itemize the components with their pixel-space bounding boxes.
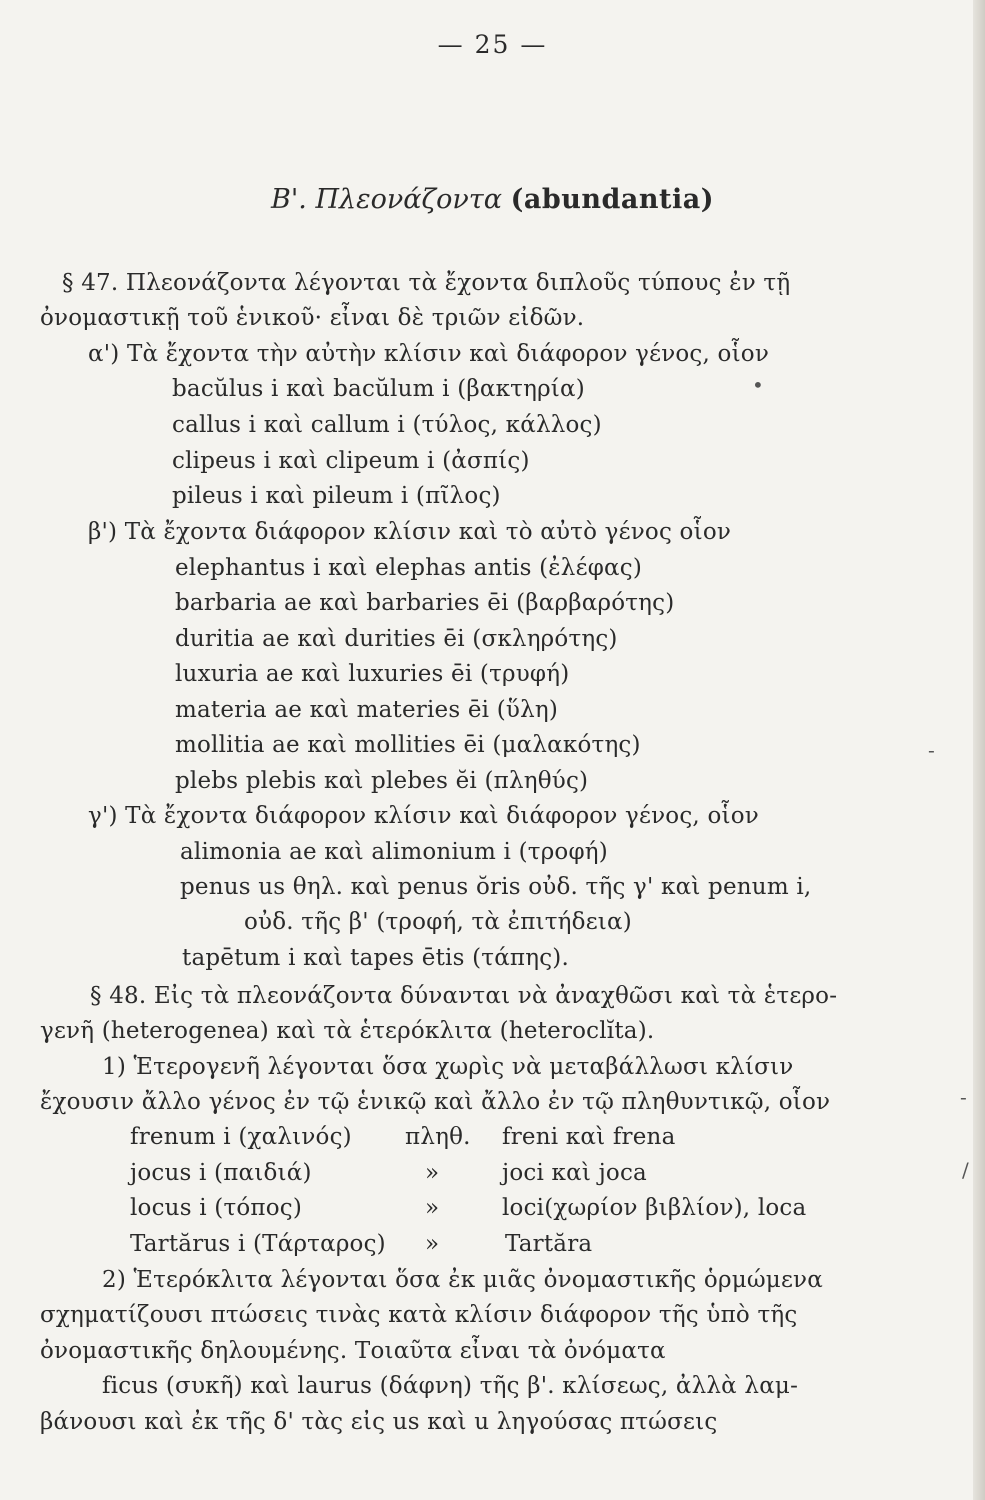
example-line: duritia ae καὶ durities ēi (σκληρότης) (175, 626, 618, 652)
heteroclita-example-line-2: βάνουσι καὶ ἐκ τῆς δ' τὰς εἰς us καὶ u ληγούσας πτώσεις (40, 1409, 718, 1435)
table-cell-plural-marker: » (425, 1195, 440, 1221)
table-cell-singular: locus i (τόπος) (130, 1195, 303, 1221)
example-line: barbaria ae καὶ barbaries ēi (βαρβαρότης) (175, 590, 675, 616)
example-line: tapētum i καὶ tapes ētis (τάπης). (182, 945, 569, 971)
paragraph-47-line-2: ὀνομαστικῇ τοῦ ἑνικοῦ· εἶναι δὲ τριῶν εἰδῶν. (40, 305, 585, 331)
heteroclita-definition-line-3: ὀνομαστικῆς δηλουμένης. Τοιαῦτα εἶναι τὰ ὀνόματα (40, 1338, 666, 1364)
example-line: penus us θηλ. καὶ penus ŏris οὐδ. τῆς γ' καὶ penum i, (180, 874, 812, 900)
heteroclita-definition-line-1: 2) Ἑτερόκλιτα λέγονται ὅσα ἐκ μιᾶς ὀνομαστικῆς ὁρμώμενα (102, 1267, 823, 1293)
example-line: clipeus i καὶ clipeum i (ἀσπίς) (172, 448, 530, 474)
example-line: callus i καὶ callum i (τύλος, κάλλος) (172, 412, 602, 438)
table-cell-plural: joci καὶ joca (502, 1160, 647, 1186)
heading-number: Β'. (271, 184, 307, 215)
subsection-alpha-heading: α') Τὰ ἔχοντα τὴν αὐτὴν κλίσιν καὶ διάφορον γένος, οἷον (88, 341, 770, 367)
page-binding-edge (973, 0, 985, 1500)
heteroclita-definition-line-2: σχηματίζουσι πτώσεις τινὰς κατὰ κλίσιν διάφορον τῆς ὑπὸ τῆς (40, 1302, 798, 1328)
heading-latin: (abundantia) (510, 184, 714, 215)
heteroclita-example-line-1: ficus (συκῆ) καὶ laurus (δάφνη) τῆς β'. κλίσεως, ἀλλὰ λαμ- (102, 1373, 799, 1399)
subsection-gamma-heading: γ') Τὰ ἔχοντα διάφορον κλίσιν καὶ διάφορον γένος, οἷον (88, 803, 759, 829)
stray-dash-mark: - (960, 1085, 967, 1109)
heterogenea-definition-line-2: ἔχουσιν ἄλλο γένος ἐν τῷ ἑνικῷ καὶ ἄλλο ἐν τῷ πληθυντικῷ, οἷον (40, 1089, 831, 1115)
paragraph-48-line-1: § 48. Εἰς τὰ πλεονάζοντα δύνανται νὰ ἀναχθῶσι καὶ τὰ ἑτερο- (90, 983, 838, 1009)
example-line: bacŭlus i καὶ bacŭlum i (βακτηρία) (172, 376, 585, 402)
stray-dash-mark: - (928, 738, 935, 762)
example-line: plebs plebis καὶ plebes ĕi (πληθύς) (175, 768, 589, 794)
example-line-continuation: οὐδ. τῆς β' (τροφή, τὰ ἐπιτήδεια) (244, 909, 632, 935)
table-cell-plural: Tartăra (505, 1231, 593, 1257)
example-line: alimonia ae καὶ alimonium i (τροφή) (180, 839, 608, 865)
example-line: pileus i καὶ pileum i (πῖλος) (172, 483, 501, 509)
example-line: materia ae καὶ materies ēi (ὕλη) (175, 697, 559, 723)
stray-slash-mark: / (962, 1158, 969, 1182)
heterogenea-definition-line-1: 1) Ἑτερογενῆ λέγονται ὅσα χωρὶς νὰ μεταβάλλωσι κλίσιν (102, 1054, 794, 1080)
table-cell-singular: jocus i (παιδιά) (130, 1160, 312, 1186)
paragraph-47-line-1: § 47. Πλεονάζοντα λέγονται τὰ ἔχοντα διπλοῦς τύπους ἐν τῇ (62, 270, 791, 296)
example-line: luxuria ae καὶ luxuries ēi (τρυφή) (175, 661, 570, 687)
heading-greek: Πλεονάζοντα (315, 184, 502, 215)
table-cell-plural-marker: » (425, 1160, 440, 1186)
example-line: mollitia ae καὶ mollities ēi (μαλακότης) (175, 732, 641, 758)
section-heading (0, 183, 985, 217)
table-cell-plural-marker: » (425, 1231, 440, 1257)
example-line: elephantus i καὶ elephas antis (ἐλέφας) (175, 555, 642, 581)
page-number: — 25 — (437, 30, 548, 59)
table-cell-plural-marker: πληθ. (405, 1124, 471, 1150)
table-cell-singular: Tartărus i (Τάρταρος) (130, 1231, 386, 1257)
subsection-beta-heading: β') Τὰ ἔχοντα διάφορον κλίσιν καὶ τὸ αὐτὸ γένος οἷον (88, 519, 732, 545)
table-cell-plural: loci(χωρίον βιβλίον), loca (502, 1195, 807, 1221)
table-cell-plural: freni καὶ frena (502, 1124, 676, 1150)
table-cell-singular: frenum i (χαλινός) (130, 1124, 352, 1150)
paragraph-48-line-2: γενῆ (heterogenea) καὶ τὰ ἑτερόκλιτα (heteroclĭta). (40, 1018, 655, 1044)
stray-dot-mark: • (752, 373, 764, 397)
